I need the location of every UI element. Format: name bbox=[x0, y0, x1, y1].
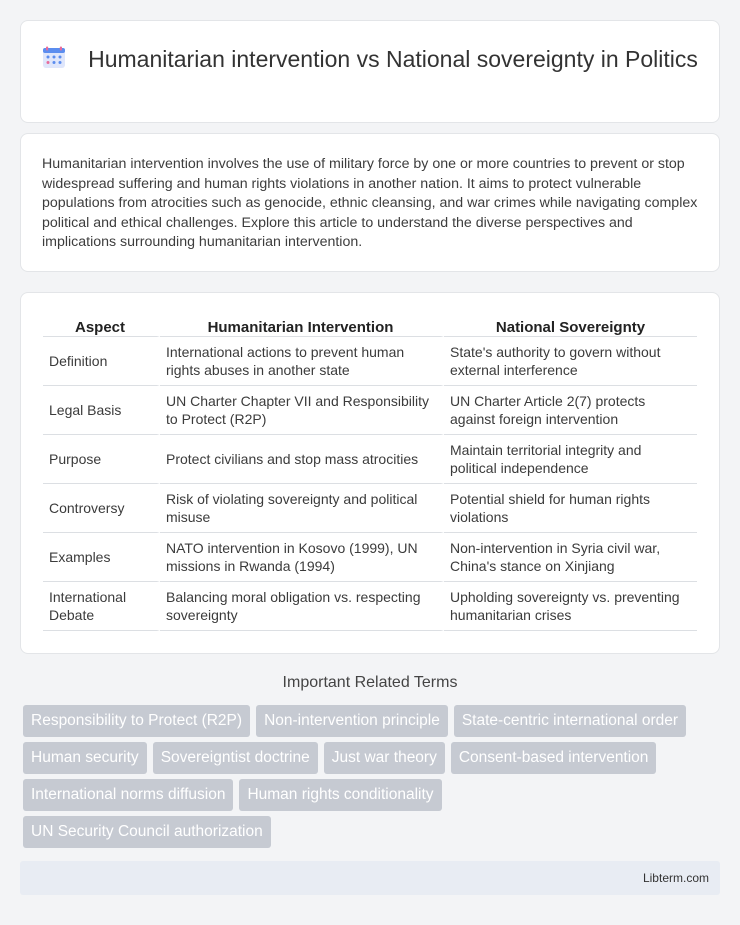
related-term-tag[interactable]: Consent-based intervention bbox=[451, 742, 657, 774]
tag-row bbox=[23, 705, 723, 737]
table-cell: Controversy bbox=[43, 484, 160, 533]
table-cell: Examples bbox=[43, 533, 160, 582]
table-row bbox=[43, 582, 697, 631]
related-term-tag[interactable]: UN Security Council authorization bbox=[23, 816, 271, 848]
column-header: Aspect bbox=[43, 316, 160, 337]
table-cell: Non-intervention in Syria civil war, China's stance on Xinjiang bbox=[444, 533, 697, 582]
table-cell: Balancing moral obligation vs. respecting sovereignty bbox=[160, 582, 444, 631]
table-header-row bbox=[43, 316, 697, 337]
intro-card bbox=[20, 133, 720, 272]
table-cell: Risk of violating sovereignty and political misuse bbox=[160, 484, 444, 533]
column-header: National Sovereignty bbox=[444, 316, 697, 337]
table-row bbox=[43, 533, 697, 582]
table-cell: State's authority to govern without external interference bbox=[444, 337, 697, 386]
related-term-tag[interactable]: Just war theory bbox=[324, 742, 445, 774]
table-cell: Potential shield for human rights violations bbox=[444, 484, 697, 533]
footer-bar bbox=[20, 861, 720, 895]
related-terms-heading: Important Related Terms bbox=[282, 674, 458, 691]
related-terms-list bbox=[23, 705, 723, 853]
table-cell: UN Charter Chapter VII and Responsibility to Protect (R2P) bbox=[160, 386, 444, 435]
table-cell: UN Charter Article 2(7) protects against foreign intervention bbox=[444, 386, 697, 435]
table-cell: International Debate bbox=[43, 582, 160, 631]
tag-row bbox=[23, 816, 723, 848]
page-title-wrap bbox=[21, 45, 719, 74]
header-card bbox=[20, 20, 720, 123]
table-row bbox=[43, 484, 697, 533]
table-cell: Legal Basis bbox=[43, 386, 160, 435]
footer-site-link[interactable]: Libterm.com bbox=[642, 871, 709, 885]
table-row bbox=[43, 435, 697, 484]
comparison-table-card bbox=[20, 292, 720, 654]
related-term-tag[interactable]: International norms diffusion bbox=[23, 779, 233, 811]
table-cell: Protect civilians and stop mass atrocities bbox=[160, 435, 444, 484]
column-header: Humanitarian Intervention bbox=[160, 316, 444, 337]
comparison-table bbox=[43, 316, 697, 631]
calendar-grid-icon bbox=[42, 46, 66, 70]
table-cell: International actions to prevent human rights abuses in another state bbox=[160, 337, 444, 386]
table-cell: Upholding sovereignty vs. preventing humanitarian crises bbox=[444, 582, 697, 631]
table-cell: NATO intervention in Kosovo (1999), UN missions in Rwanda (1994) bbox=[160, 533, 444, 582]
related-term-tag[interactable]: Responsibility to Protect (R2P) bbox=[23, 705, 250, 737]
tag-row bbox=[23, 779, 723, 811]
table-cell: Definition bbox=[43, 337, 160, 386]
table-row bbox=[43, 337, 697, 386]
related-term-tag[interactable]: Sovereigntist doctrine bbox=[153, 742, 318, 774]
table-cell: Maintain territorial integrity and political independence bbox=[444, 435, 697, 484]
table-row bbox=[43, 386, 697, 435]
intro-paragraph: Humanitarian intervention involves the use of military force by one or more countries to prevent or stop widespread suffering and human rights violations in another nation. It aims to protect vulnerable populations from atrocities such as genocide, ethnic cleansing, and war crimes while navigating complex political and ethical challenges. Explore this article to understand the diverse perspectives and implications surrounding humanitarian intervention. bbox=[42, 156, 698, 250]
table-cell: Purpose bbox=[43, 435, 160, 484]
page-title: Humanitarian intervention vs National sovereignty in Politics bbox=[88, 46, 698, 72]
related-term-tag[interactable]: Human security bbox=[23, 742, 147, 774]
related-term-tag[interactable]: Human rights conditionality bbox=[239, 779, 441, 811]
tag-row bbox=[23, 742, 723, 774]
related-term-tag[interactable]: Non-intervention principle bbox=[256, 705, 448, 737]
related-term-tag[interactable]: State-centric international order bbox=[454, 705, 686, 737]
